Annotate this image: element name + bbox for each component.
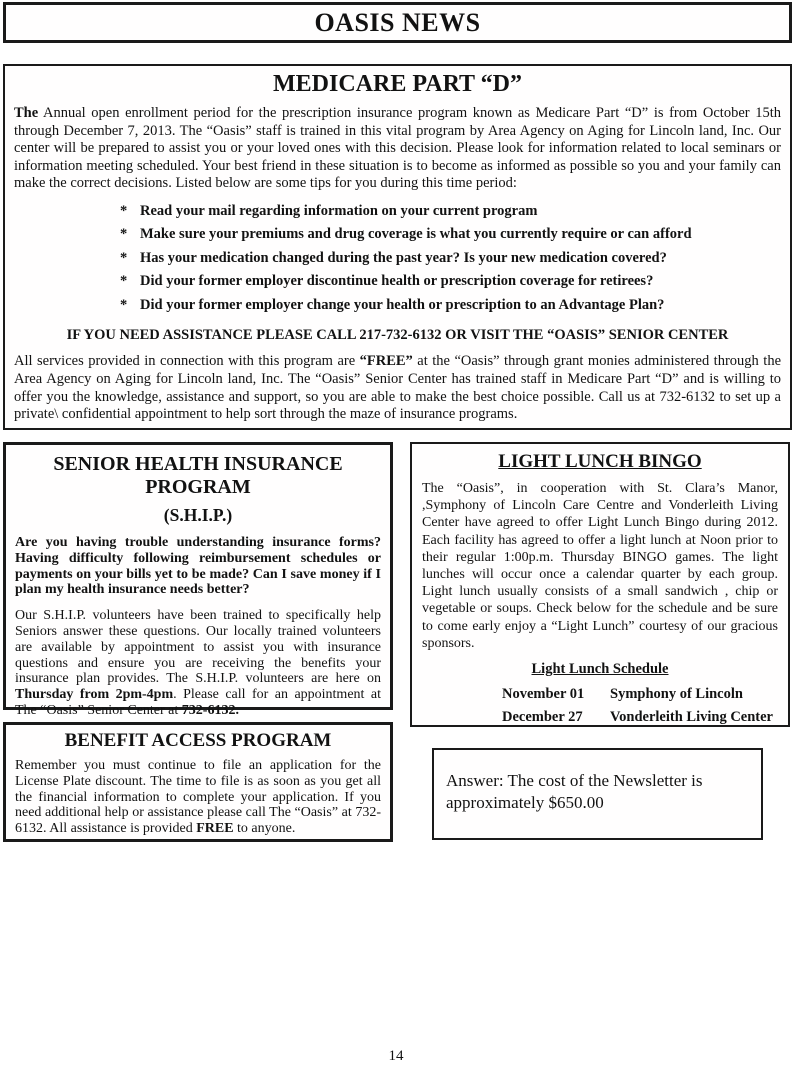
asterisk-bullet: * (120, 249, 128, 266)
tip-text: Did your former employer change your health or prescription to an Advantage Plan? (140, 296, 665, 313)
ship-body-mid: . Please call for an appointment at The “Oasis” Senior Center at (15, 687, 381, 718)
medicare-intro-rest: Annual open enrollment period for the prescription insurance program known as Medicare Part “D” is from October 15th through December 7, 2013. The “Oasis” staff is trained in this vital program by Area Agency on Aging for Lincoln land, Inc. Our center will be prepared to assist you or your loved ones with this decision. Please look for information related to local seminars or information meeting scheduled. Your best friend in these situation is to become as informed as possible so you and your family can make the correct decisions. Listed below are some tips for you during this time period: (14, 105, 781, 192)
benefit-title: BENEFIT ACCESS PROGRAM (64, 730, 332, 751)
tip-item (120, 223, 781, 247)
lunch-title: LIGHT LUNCH BINGO (498, 451, 702, 472)
tip-item (120, 270, 781, 294)
schedule-date: December 27 (502, 709, 583, 726)
tip-item (120, 200, 781, 224)
ship-hours-bold: Thursday from 2pm-4pm (15, 687, 174, 703)
masthead-box (3, 2, 792, 43)
tip-text: Make sure your premiums and drug coverage is what you currently require or can afford (140, 226, 692, 243)
closing-pre: All services provided in connection with this program are (14, 353, 360, 370)
medicare-title: MEDICARE PART “D” (273, 71, 522, 97)
assistance-call-line: IF YOU NEED ASSISTANCE PLEASE CALL 217-732-6132 OR VISIT THE “OASIS” SENIOR CENTER (66, 327, 729, 344)
ship-body-paragraph (15, 608, 381, 719)
medicare-closing-paragraph (14, 353, 781, 423)
schedule-date: November 01 (502, 686, 585, 703)
tip-item (120, 247, 781, 271)
asterisk-bullet: * (120, 273, 128, 290)
benefit-body-paragraph (15, 758, 381, 837)
ship-title: SENIOR HEALTH INSURANCE PROGRAM (53, 453, 343, 498)
tip-item (120, 294, 781, 318)
tip-text: Did your former employer discontinue health or prescription coverage for retirees? (140, 273, 654, 290)
tip-text: Read your mail regarding information on your current program (140, 202, 538, 219)
answer-text: Answer: The cost of the Newsletter is approximately $650.00 (446, 771, 703, 812)
schedule-host: Symphony of Lincoln (610, 686, 743, 703)
section-light-lunch-bingo (410, 442, 790, 727)
closing-post: at the “Oasis” through grant monies administered through the Area Agency on Aging for Lincoln land, Inc. The “Oasis” Senior Center has trained staff in Medicare Part “D” and is willing to offer you the knowledge, assistance and support, so you are able to make the best choice possible. Call us at 732-6132 to set up a private\ confidential appointment to help sort through the maze of insurance programs. (14, 353, 781, 423)
ship-subtitle: (S.H.I.P.) (163, 505, 233, 525)
section-ship (3, 442, 393, 718)
schedule-host: Vonderleith Living Center (610, 709, 773, 726)
page-title: OASIS NEWS (314, 7, 481, 37)
tip-text: Has your medication changed during the past year? Is your new medication covered? (140, 249, 667, 266)
asterisk-bullet: * (120, 202, 128, 219)
answer-box (432, 748, 763, 840)
page-number: 14 (388, 1048, 404, 1064)
benefit-free-bold: FREE (196, 821, 234, 837)
benefit-body-post: to anyone. (233, 821, 296, 837)
closing-free-bold: “FREE” (359, 353, 413, 370)
medicare-intro-paragraph (14, 105, 781, 193)
benefit-body-pre: Remember you must continue to file an application for the License Plate discount. The time to file is as soon as you get all the financial information to complete your application. If you need additional help or assistance please call The “Oasis” at 732-6132. All assistance is provided (15, 758, 381, 837)
schedule-row (422, 683, 778, 706)
ship-body-pre: Our S.H.I.P. volunteers have been trained to specifically help Seniors answer these questions. Our locally trained volunteers are available by appointment to assist you with insurance questions and ensure you are receiving the benefits your insurance plan provides. The S.H.I.P. volunteers are here on (15, 608, 381, 687)
medicare-tips-list (120, 200, 781, 318)
lunch-body-paragraph: The “Oasis”, in cooperation with St. Clara’s Manor, ,Symphony of Lincoln Care Centre and Vonderleith Living Center have agreed to offer Light Lunch Bingo during 2012. Each facility has agreed to offer a light lunch at Noon prior to their regular 1:00p.m. Thursday BINGO games. The light lunches will occur once a calendar quarter by each group. Light lunch usually consists of a small sandwich , chip or vegetable or soups. Check below for the schedule and be sure to come early enjoy a “Light Lunch” courtesy of our gracious sponsors. (422, 481, 778, 651)
medicare-intro-lead: The (14, 105, 39, 121)
schedule-row (422, 706, 778, 729)
asterisk-bullet: * (120, 296, 128, 313)
ship-questions-paragraph: Are you having trouble understanding insurance forms? Having difficulty following reimbursement schedules or payments on your bills yet to be made? Can I save money if I plan my health insurance needs better? (15, 535, 381, 598)
lunch-schedule-title: Light Lunch Schedule (531, 661, 669, 678)
section-benefit-access (3, 722, 393, 842)
section-medicare-part-d (3, 64, 792, 430)
ship-phone-bold: 732-6132. (181, 702, 239, 718)
asterisk-bullet: * (120, 226, 128, 243)
